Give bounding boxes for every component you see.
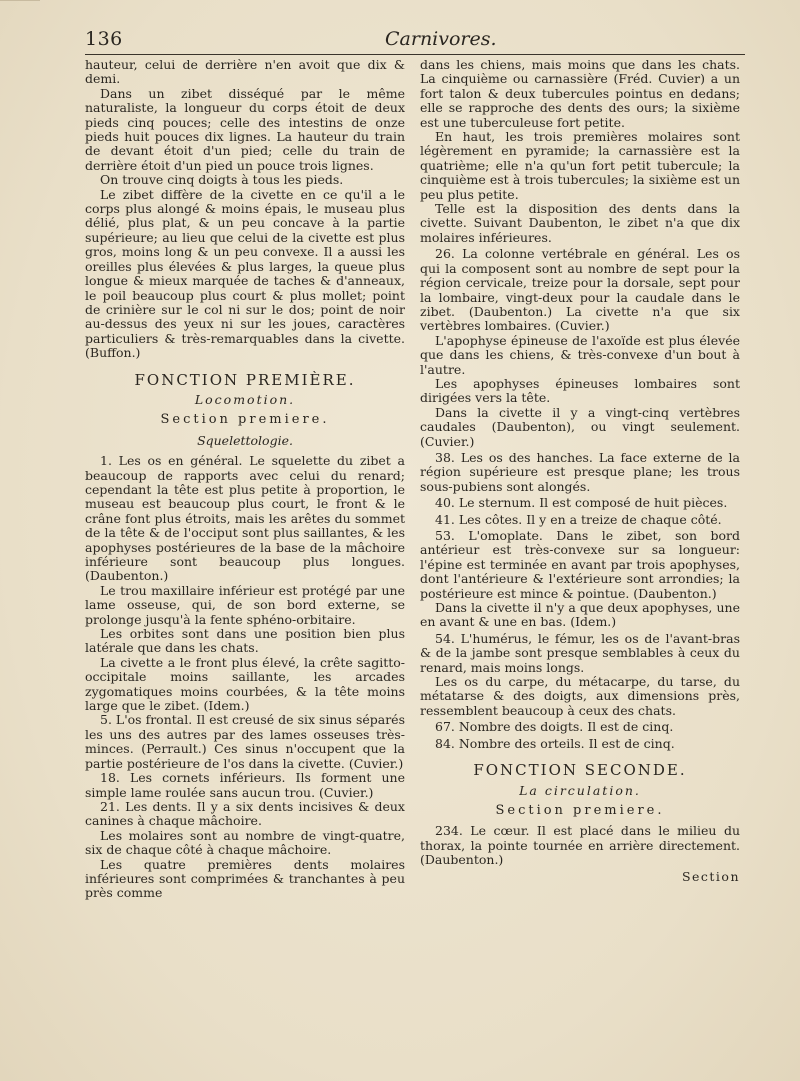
paragraph: dans les chiens, mais moins que dans les chats. La cinquième ou carnassière (Fréd. Cuvier) a un fort talon & deux tubercules pointus en dedans; elle se rapproche des dents des ours; la sixième est une tuberculeuse fort petite. — [420, 57, 740, 130]
paragraph: Les quatre premières dents molaires inférieures sont comprimées & tranchantes à peu près comme — [85, 856, 405, 901]
paragraph: 18. Les cornets inférieurs. Ils forment une simple lame roulée sans aucun trou. (Cuvier.) — [85, 770, 405, 800]
paragraph: Telle est la disposition des dents dans la civette. Suivant Daubenton, le zibet n'a que dix molaires inférieures. — [420, 201, 740, 245]
paragraph: Dans la civette il y a vingt-cinq vertèbres caudales (Daubenton), ou vingt seulement. (Cuvier.) — [420, 404, 740, 449]
page-number: 136 — [85, 28, 123, 50]
header-rule — [85, 54, 745, 55]
paragraph: 67. Nombre des doigts. Il est de cinq. — [435, 719, 674, 735]
paragraph: 40. Le sternum. Il est composé de huit pièces. — [435, 495, 728, 511]
chapter-heading: FONCTION PREMIÈRE. — [134, 370, 356, 389]
paragraph: 26. La colonne vertébrale en général. Les os qui la composent sont au nombre de sept pour la région cervicale, treize pour la dorsale, sept pour la lombaire, vingt-deux pour la caudale dans le zibet. (Daubenton.) La civette n'a que six vertèbres lombaires. (Cuvier.) — [420, 246, 740, 334]
paragraph: 5. L'os frontal. Il est creusé de six sinus séparés les uns des autres par des lames osseuses très-minces. (Perrault.) Ces sinus n'occupent que la partie postérieure de l'os dans la civette. (Cuvier.) — [85, 712, 405, 771]
subsection-heading: Squelettologie. — [197, 432, 293, 448]
topic-heading: La circulation. — [519, 782, 641, 798]
chapter-heading: FONCTION SECONDE. — [473, 761, 687, 780]
catchword: Section — [681, 868, 740, 884]
running-head: Carnivores. — [385, 28, 497, 50]
paragraph: Le trou maxillaire inférieur est protégé par une lame osseuse, qui, de son bord externe, se prolonge jusqu'à la fente sphéno-orbitaire. — [85, 582, 405, 627]
paragraph: On trouve cinq doigts à tous les pieds. — [100, 172, 344, 188]
paragraph: Les apophyses épineuses lombaires sont dirigées vers la tête. — [420, 375, 740, 406]
paragraph: Dans la civette il n'y a que deux apophyses, une en avant & une en bas. (Idem.) — [420, 600, 740, 630]
paragraph: L'apophyse épineuse de l'axoïde est plus élevée que dans les chiens, & très-convexe d'un bout à l'autre. — [420, 332, 740, 377]
paragraph: Les os du carpe, du métacarpe, du tarse, du métatarse & des doigts, aux dimensions près, ressemblent beaucoup à ceux des chats. — [420, 674, 740, 718]
paragraph: Dans un zibet disséqué par le même naturaliste, la longueur du corps étoit de deux pieds cinq pouces; celle des intestins de onze pieds huit pouces dix lignes. La hauteur du train de devant étoit d'un pied; celle du train de derrière étoit d'un pied un pouce trois lignes. — [85, 85, 405, 173]
paragraph: 21. Les dents. Il y a six dents incisives & deux canines à chaque mâchoire. — [85, 798, 405, 829]
paragraph: En haut, les trois premières molaires sont légèrement en pyramide; la carnassière est la quatrième; elle n'a qu'un fort petit tubercule; la cinquième est à trois tubercules; la sixième est un peu plus petite. — [420, 129, 740, 202]
paragraph: Les molaires sont au nombre de vingt-quatre, six de chaque côté à chaque mâchoire. — [85, 827, 405, 858]
section-heading: Section premiere. — [495, 802, 665, 818]
paragraph: 38. Les os des hanches. La face externe de la région supérieure est presque plane; les trous sous-pubiens sont alongés. — [420, 449, 740, 494]
right-column — [420, 58, 740, 884]
page-corner-fold — [0, 0, 40, 41]
paragraph: hauteur, celui de derrière n'en avoit que dix & demi. — [85, 57, 405, 87]
paragraph: 84. Nombre des orteils. Il est de cinq. — [435, 735, 675, 751]
topic-heading: Locomotion. — [194, 391, 296, 407]
paragraph: Le zibet diffère de la civette en ce qu'il a le corps plus alongé & moins épais, le museau plus délié, plus plat, & un peu concave à la partie supérieure; au lieu que celui de la civette est plus gros, moins long & un peu convexe. Il a aussi les oreilles plus élevées & plus larges, la queue plus longue & mieux marquée de taches & d'anneaux, le poil beaucoup plus court & plus mollet; point de crinière sur le col ni sur le dos; point de noir au-dessus des yeux ni sur les joues, caractères particuliers & très-remarquables dans la civette. (Buffon.) — [85, 186, 405, 361]
paragraph: 54. L'humérus, le fémur, les os de l'avant-bras & de la jambe sont presque semblables à ceux du renard, mais moins longs. — [420, 630, 740, 675]
section-heading: Section premiere. — [160, 412, 330, 428]
paragraph: 53. L'omoplate. Dans le zibet, son bord antérieur est très-convexe sur sa longueur: l'épine est terminée en avant par trois apophyses, dont l'antérieure & l'extérieure sont arrondies; la postérieure est mince & pointue. (Daubenton.) — [420, 528, 740, 601]
paragraph: Les orbites sont dans une position bien plus latérale que dans les chats. — [85, 626, 405, 656]
left-column — [85, 58, 405, 901]
paragraph: 1. Les os en général. Le squelette du zibet a beaucoup de rapports avec celui du renard; cependant la tête est plus petite à proportion, le museau est beaucoup plus court, le front & le crâne font plus étroits, mais les arêtes du sommet de la tête & de l'occiput sont plus saillantes, & les apophyses postérieures de la base de la mâchoire inférieure sont beaucoup plus longues. (Daubenton.) — [85, 453, 405, 584]
paragraph: 41. Les côtes. Il y en a treize de chaque côté. — [435, 511, 722, 527]
paragraph: 234. Le cœur. Il est placé dans le milieu du thorax, la pointe tournée en arrière directement. (Daubenton.) — [420, 823, 740, 868]
paragraph: La civette a le front plus élevé, la crête sagitto-occipitale moins saillante, les arcades zygomatiques moins courbées, & la tête moins large que le zibet. (Idem.) — [85, 654, 405, 714]
